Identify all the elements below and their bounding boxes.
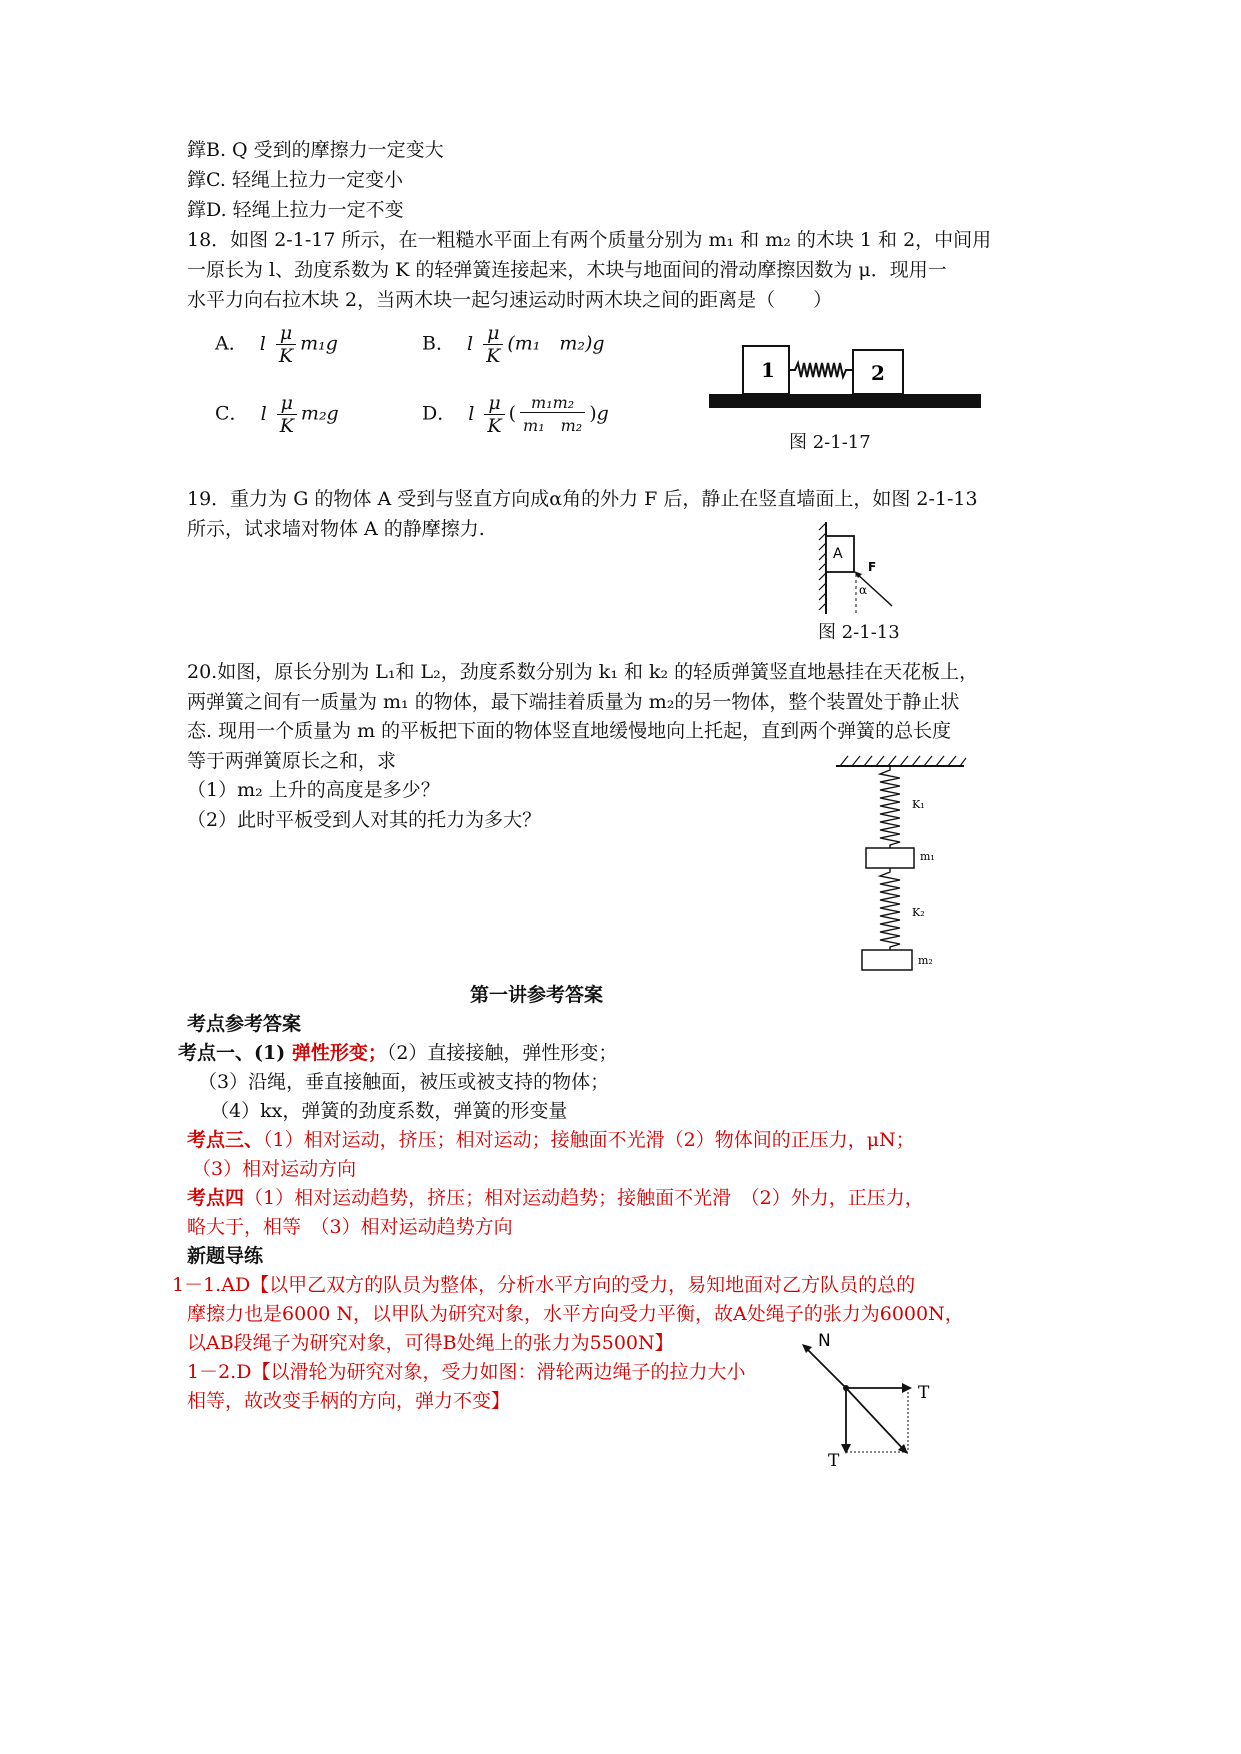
- label-t-right: T: [918, 1383, 930, 1403]
- option-marker: 鐣: [187, 169, 207, 191]
- q18-option-a: A． l $\frac{\mu}{K}$ m₁g: [215, 322, 338, 367]
- q20-sub-question-1: （1）m₂ 上升的高度是多少？: [187, 779, 440, 801]
- q20-stem-line: 等于两弹簧原长之和，求: [187, 750, 397, 772]
- fraction-inner: $\frac{\text{m₁m₂}}{\text{m₁ m₂}}$: [520, 393, 585, 436]
- block-a-label: A: [833, 546, 843, 562]
- answer-kd1: 考点一、(1) 弹性形变；（2）直接接触，弹性形变；: [178, 1042, 618, 1064]
- q17-option-d: 鐣D. 轻绳上拉力一定不变: [187, 199, 404, 221]
- answer-1-2-line: 1－2.D【以滑轮为研究对象，受力如图：滑轮两边绳子的拉力大小: [187, 1361, 746, 1383]
- label-k2: K₂: [912, 906, 925, 919]
- pulley-point: [843, 1385, 849, 1391]
- figure-2-1-17: [705, 340, 985, 420]
- arrow-head-t-right: [902, 1383, 912, 1393]
- answer-kd4-line2: 略大于，相等 （3）相对运动趋势方向: [187, 1216, 513, 1238]
- figure-caption: 图 2-1-17: [789, 432, 871, 453]
- q20-sub-question-2: （2）此时平板受到人对其的托力为多大？: [187, 809, 542, 831]
- answer-kd1-line3: （3）沿绳，垂直接触面，被压或被支持的物体；: [198, 1071, 610, 1093]
- figure-pulley-forces: [790, 1330, 950, 1480]
- answer-kd3: 考点三、（1）相对运动，挤压；相对运动；接触面不光滑（2）物体间的正压力，μN；: [187, 1129, 915, 1151]
- resultant: [846, 1388, 904, 1450]
- angle-label: α: [859, 583, 868, 597]
- option-marker: 鐣: [187, 139, 207, 161]
- q18-option-d: D． l $\frac{\mu}{K}$ ( $\frac{\text{m₁m₂}}{\text{m₁ m₂}}$ )g: [422, 392, 609, 437]
- fraction: $\frac{\mu}{K}$: [483, 322, 503, 367]
- label-t-bottom: T: [828, 1451, 840, 1471]
- q20-stem-line: 态. 现用一个质量为 m 的平板把下面的物体竖直地缓慢地向上托起，直到两个弹簧的总长度: [187, 720, 952, 742]
- answer-1-1-line: 以AB段绳子为研究对象，可得B处绳上的张力为5500N】: [187, 1332, 674, 1354]
- mass-m2: [862, 950, 912, 970]
- q20-stem-line: 20.如图，原长分别为 L₁和 L₂，劲度系数分别为 k₁ 和 k₂ 的轻质弹簧竖直地悬挂在天花板上，: [187, 661, 979, 683]
- block-2-label: 2: [871, 361, 885, 385]
- spring: [789, 363, 853, 377]
- label-m1: m₁: [920, 850, 935, 863]
- answer-1-1-line: 1－1.AD【以甲乙双方的队员为整体，分析水平方向的受力，易知地面对乙方队员的总的: [172, 1274, 916, 1296]
- label-k1: K₁: [912, 798, 925, 811]
- label-m2: m₂: [918, 954, 933, 967]
- q18-stem-line: 水平力向右拉木块 2，当两木块一起匀速运动时两木块之间的距离是（ ）: [187, 289, 833, 311]
- q18-option-c: C． l $\frac{\mu}{K}$ m₂g: [215, 392, 339, 437]
- wall-hatch: [819, 523, 826, 610]
- label-n: N: [818, 1331, 831, 1351]
- q17-option-b: 鐣B. Q 受到的摩擦力一定变大: [187, 139, 444, 161]
- q17-option-c: 鐣C. 轻绳上拉力一定变小: [187, 169, 403, 191]
- figure-2-1-13: [818, 518, 898, 618]
- block-1-label: 1: [761, 358, 775, 382]
- ground: [709, 394, 981, 408]
- section-heading: 考点参考答案: [187, 1013, 302, 1035]
- answer-kd1-line4: （4）kx，弹簧的劲度系数，弹簧的形变量: [210, 1100, 568, 1122]
- q20-stem-line: 两弹簧之间有一质量为 m₁ 的物体，最下端挂着质量为 m₂的另一物体，整个装置处于静止状: [187, 691, 960, 713]
- force-label: F: [868, 560, 877, 574]
- q19-stem-line: 19．重力为 G 的物体 A 受到与竖直方向成α角的外力 F 后，静止在竖直墙面上，如图 2-1-13: [187, 488, 978, 510]
- force-n: [806, 1348, 846, 1388]
- spring-k2: [880, 868, 900, 950]
- ceiling-hatch: [840, 756, 966, 766]
- q18-stem-line: 18．如图 2-1-17 所示，在一粗糙水平面上有两个质量分别为 m₁ 和 m₂ 的木块 1 和 2，中间用: [187, 229, 992, 251]
- mass-m1: [866, 848, 914, 868]
- answer-kd3-line2: （3）相对运动方向: [192, 1158, 357, 1180]
- q18-stem-line: 一原长为 l、劲度系数为 K 的轻弹簧连接起来，木块与地面间的滑动摩擦因数为 μ．现用一: [187, 259, 947, 281]
- fraction: $\frac{\mu}{K}$: [484, 392, 504, 437]
- answer-kd4: 考点四（1）相对运动趋势，挤压；相对运动趋势；接触面不光滑 （2）外力，正压力，: [187, 1187, 924, 1209]
- spring-k1: [880, 766, 900, 848]
- fraction: $\frac{\mu}{K}$: [276, 322, 296, 367]
- figure-spring-system: [830, 748, 970, 978]
- answers-title: 第一讲参考答案: [470, 984, 604, 1006]
- answer-1-2-line: 相等，故改变手柄的方向，弹力不变】: [187, 1390, 511, 1412]
- fraction: $\frac{\mu}{K}$: [277, 392, 297, 437]
- option-marker: 鐣: [187, 199, 207, 221]
- figure-caption: 图 2-1-13: [818, 622, 900, 643]
- q19-stem-line: 所示，试求墙对物体 A 的静摩擦力.: [187, 518, 485, 540]
- section-heading: 新题导练: [187, 1245, 264, 1267]
- answer-1-1-line: 摩擦力也是6000 N，以甲队为研究对象，水平方向受力平衡，故A处绳子的张力为6000N，: [187, 1303, 964, 1325]
- q18-option-b: B． l $\frac{\mu}{K}$ (m₁ m₂)g: [422, 322, 605, 367]
